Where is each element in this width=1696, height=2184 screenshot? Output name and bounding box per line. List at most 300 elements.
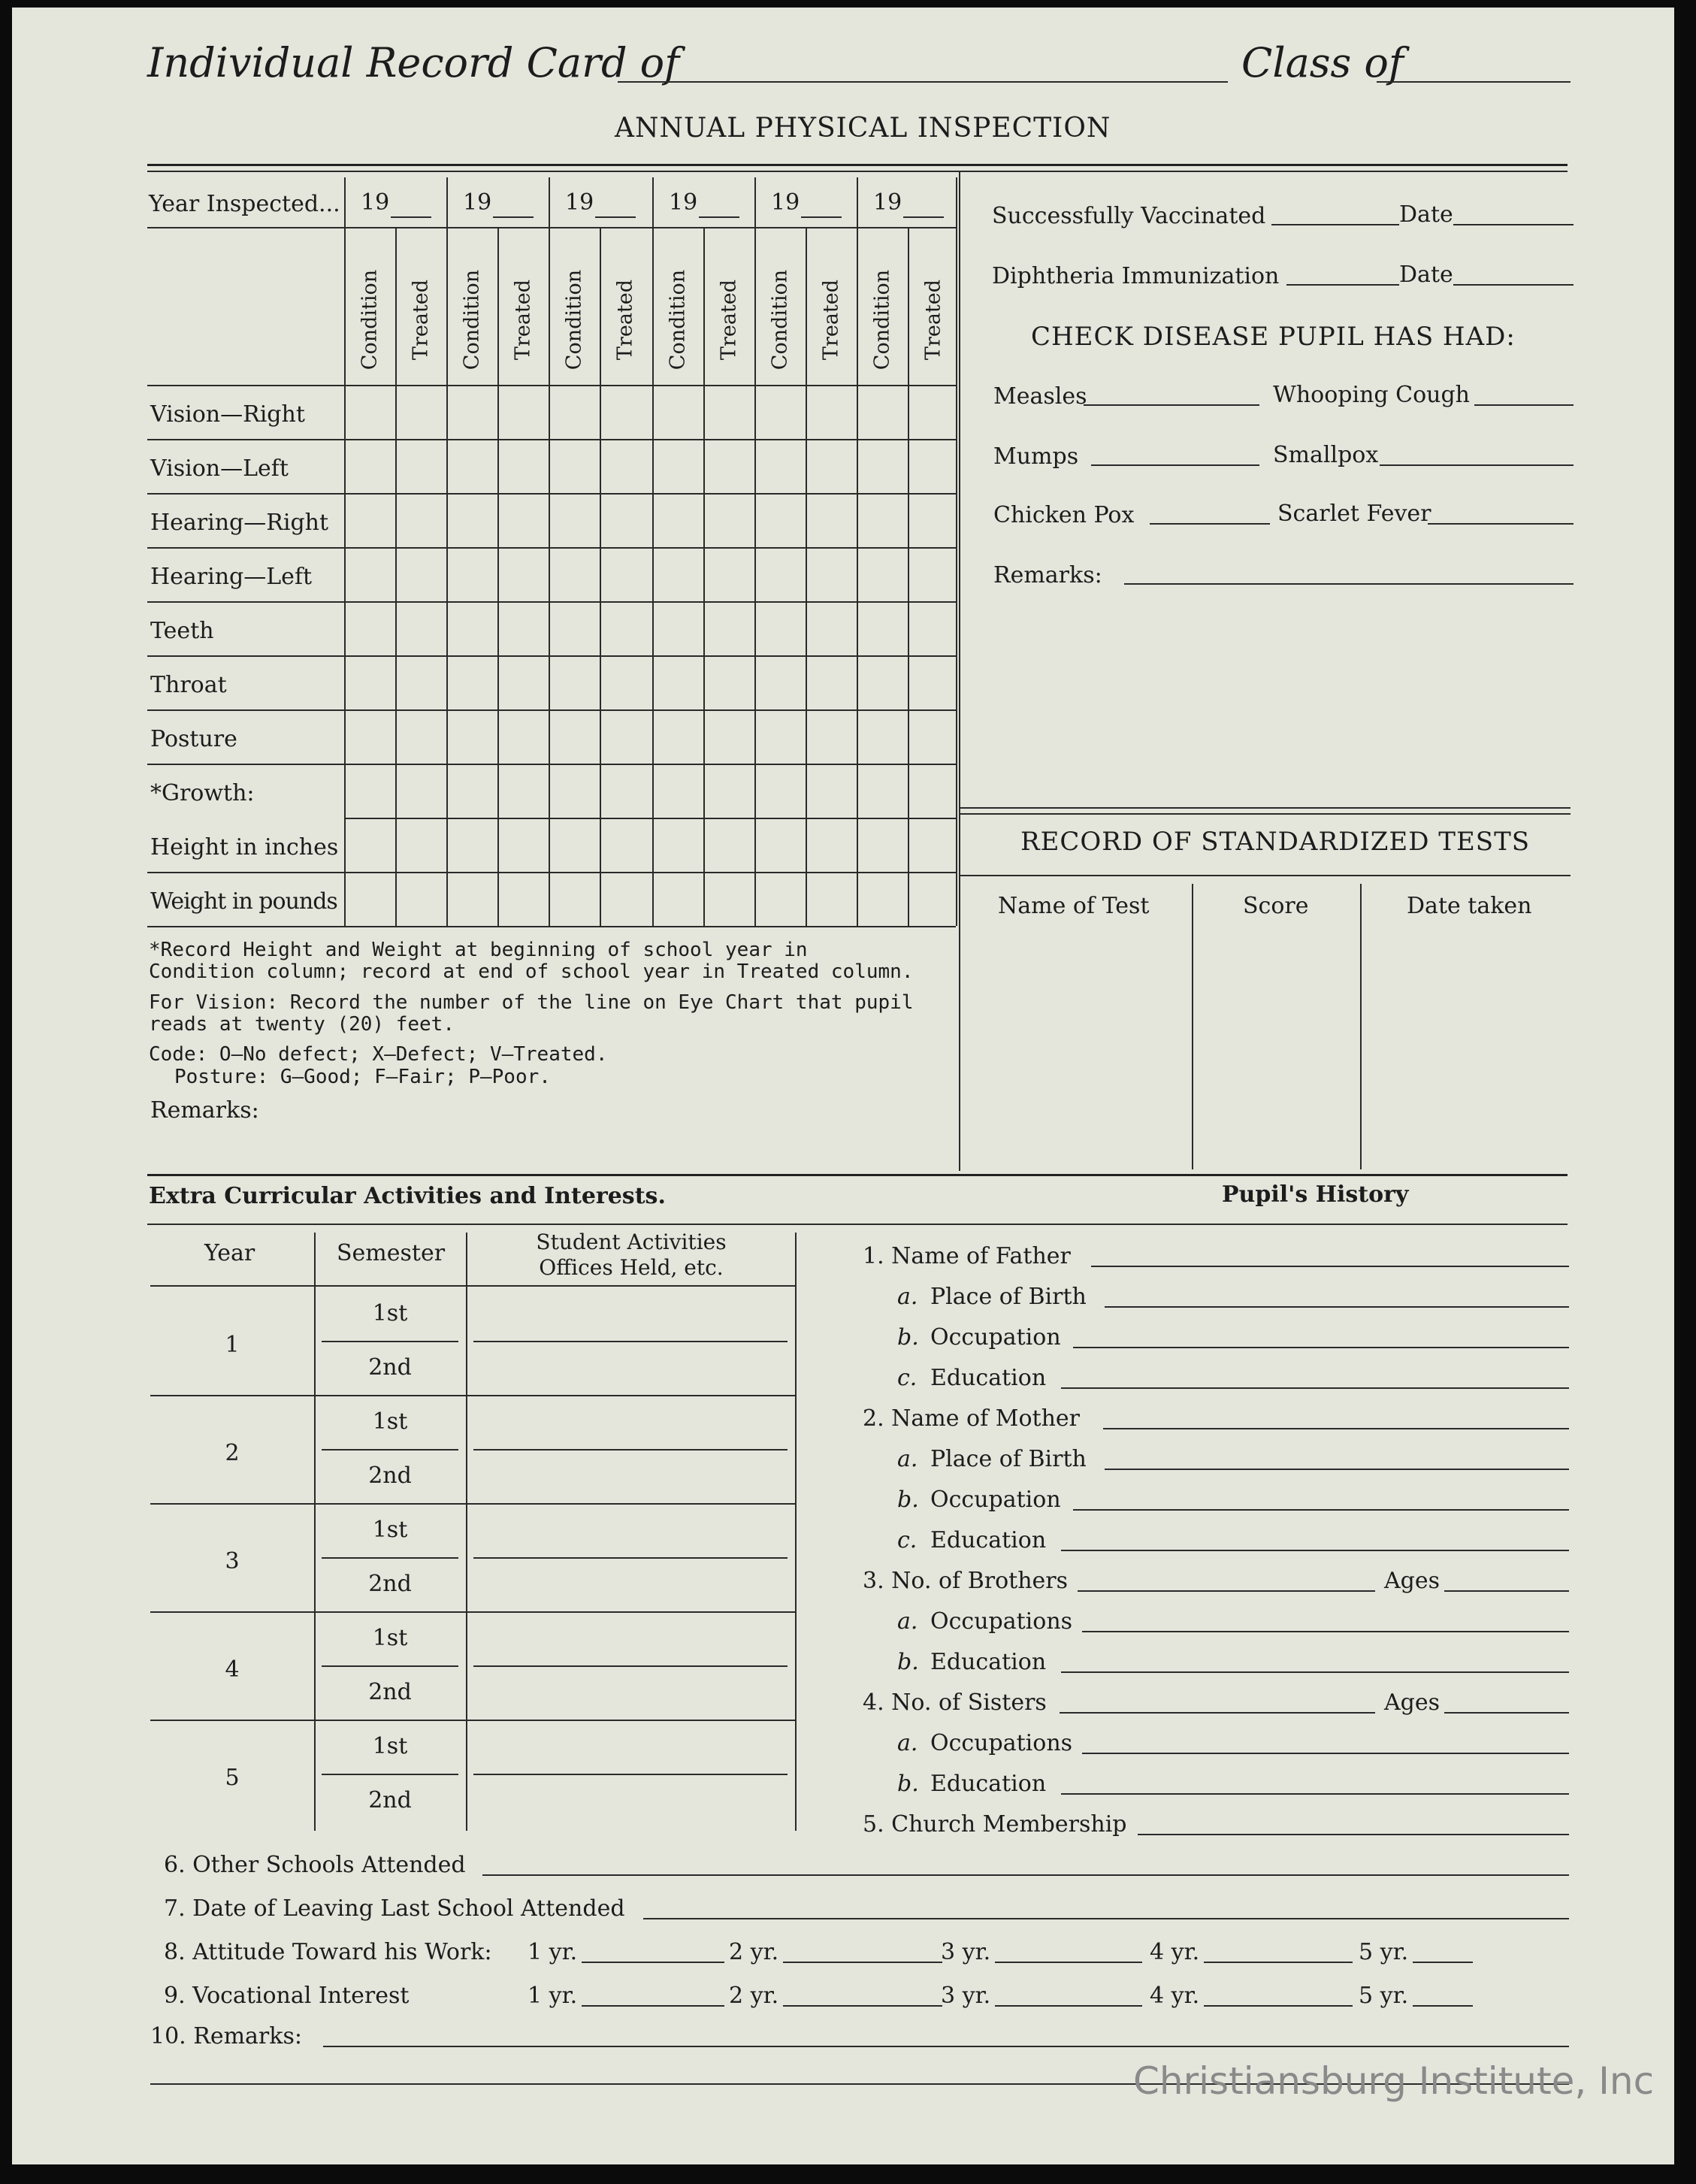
section-title-physical: ANNUAL PHYSICAL INSPECTION bbox=[615, 113, 1111, 144]
inspection-row-label: Hearing—Left bbox=[150, 564, 313, 590]
history-field-blank[interactable] bbox=[1105, 1306, 1569, 1308]
final-remarks-label: 10. Remarks: bbox=[150, 2023, 302, 2049]
inspection-cell[interactable] bbox=[397, 873, 445, 924]
attitude-year-blank[interactable] bbox=[1413, 1962, 1473, 1963]
inspection-cell[interactable] bbox=[807, 873, 855, 924]
inspection-cell[interactable] bbox=[601, 549, 649, 600]
watermark: Christiansburg Institute, Inc bbox=[1133, 2059, 1655, 2103]
history-field-label: Occupation bbox=[930, 1487, 1061, 1513]
inspection-cell[interactable] bbox=[346, 603, 394, 654]
inspection-cell[interactable] bbox=[705, 657, 753, 708]
inspection-cell[interactable] bbox=[909, 873, 957, 924]
diphtheria-blank[interactable] bbox=[1286, 284, 1399, 286]
ages-blank[interactable] bbox=[1444, 1712, 1569, 1714]
inspection-cell[interactable] bbox=[397, 765, 445, 816]
semester-1st: 1st bbox=[372, 1625, 408, 1651]
semester-1st: 1st bbox=[372, 1408, 408, 1435]
vocational-year-label: 5 yr. bbox=[1359, 1983, 1409, 2009]
row-rule bbox=[147, 926, 956, 927]
inspection-cell[interactable] bbox=[550, 873, 598, 924]
attitude-year-blank[interactable] bbox=[783, 1962, 942, 1963]
semester-1st: 1st bbox=[372, 1733, 408, 1759]
inspection-row-label: *Growth: bbox=[150, 780, 255, 806]
diphtheria-date-label: Date bbox=[1399, 262, 1453, 288]
immunization-remarks-blank[interactable] bbox=[1124, 583, 1574, 585]
date-leaving-blank[interactable] bbox=[643, 1918, 1569, 1919]
inspection-cell[interactable] bbox=[909, 386, 957, 437]
inspection-cell[interactable] bbox=[448, 873, 496, 924]
year-inspected-label: Year Inspected... bbox=[149, 191, 340, 217]
diphtheria-label: Diphtheria Immunization bbox=[992, 263, 1280, 289]
inspection-remarks-label: Remarks: bbox=[150, 1097, 259, 1124]
semester-2nd: 2nd bbox=[368, 1787, 412, 1813]
attitude-year-label: 2 yr. bbox=[729, 1939, 779, 1965]
condition-header: Condition bbox=[870, 269, 894, 371]
year-rule bbox=[150, 1611, 795, 1613]
inspection-cell[interactable] bbox=[654, 765, 702, 816]
code-note: Code: O—No defect; X—Defect; V—Treated. bbox=[149, 1043, 608, 1066]
treated-header: Treated bbox=[613, 279, 637, 361]
attitude-year-label: 3 yr. bbox=[941, 1939, 991, 1965]
attitude-year-blank[interactable] bbox=[1204, 1962, 1353, 1963]
year-blank[interactable] bbox=[801, 216, 842, 218]
inspection-cell[interactable] bbox=[346, 873, 394, 924]
activity-entry-1st[interactable] bbox=[469, 1506, 792, 1554]
inspection-cell[interactable] bbox=[858, 603, 906, 654]
inspection-cell[interactable] bbox=[601, 657, 649, 708]
growth-note: *Record Height and Weight at beginning of school year in Condition column; record at end of school year in Treated column. bbox=[149, 939, 914, 983]
class-blank[interactable] bbox=[1377, 81, 1571, 83]
inspection-cell[interactable] bbox=[756, 386, 804, 437]
tests-rule-head bbox=[960, 875, 1571, 876]
inspection-cell[interactable] bbox=[550, 765, 598, 816]
inspection-cell[interactable] bbox=[601, 819, 649, 870]
inspection-cell[interactable] bbox=[499, 819, 547, 870]
semester-rule bbox=[322, 1774, 458, 1775]
semester-rule bbox=[322, 1449, 458, 1450]
inspection-cell[interactable] bbox=[858, 657, 906, 708]
history-field-label: Education bbox=[930, 1771, 1047, 1797]
year-rule bbox=[150, 1720, 795, 1721]
smallpox-label: Smallpox bbox=[1273, 442, 1379, 468]
inspection-cell[interactable] bbox=[756, 819, 804, 870]
vocational-label: 9. Vocational Interest bbox=[164, 1983, 410, 2009]
inspection-cell[interactable] bbox=[397, 657, 445, 708]
chickenpox-label: Chicken Pox bbox=[993, 502, 1135, 528]
activities-year: 3 bbox=[225, 1548, 240, 1574]
semester-1st: 1st bbox=[372, 1300, 408, 1326]
vocational-year-blank[interactable] bbox=[582, 2005, 724, 2007]
activities-divider bbox=[466, 1233, 467, 1831]
activity-entry-1st[interactable] bbox=[469, 1290, 792, 1338]
inspection-cell[interactable] bbox=[448, 603, 496, 654]
history-field-blank[interactable] bbox=[1091, 1266, 1569, 1267]
history-field-blank[interactable] bbox=[1061, 1793, 1569, 1795]
history-field-blank[interactable] bbox=[1103, 1428, 1569, 1429]
inspection-row-label: Vision—Right bbox=[150, 401, 305, 428]
inspection-cell[interactable] bbox=[397, 440, 445, 492]
inspection-cell[interactable] bbox=[705, 495, 753, 546]
semester-2nd: 2nd bbox=[368, 1463, 412, 1489]
history-field-label: 2. Name of Mother bbox=[863, 1405, 1080, 1432]
ages-label: Ages bbox=[1384, 1568, 1441, 1594]
vocational-year-blank[interactable] bbox=[783, 2005, 942, 2007]
inspection-cell[interactable] bbox=[346, 765, 394, 816]
inspection-cell[interactable] bbox=[807, 711, 855, 762]
inspection-cell[interactable] bbox=[397, 495, 445, 546]
year-19-label: 19 bbox=[669, 189, 698, 216]
inspection-cell[interactable] bbox=[397, 549, 445, 600]
year-19-label: 19 bbox=[873, 189, 902, 216]
inspection-cell[interactable] bbox=[601, 440, 649, 492]
inspection-cell[interactable] bbox=[756, 765, 804, 816]
year-19-label: 19 bbox=[771, 189, 800, 216]
ages-label: Ages bbox=[1384, 1689, 1441, 1716]
inspection-cell[interactable] bbox=[499, 873, 547, 924]
history-field-label: Education bbox=[930, 1649, 1047, 1675]
treated-header: Treated bbox=[511, 279, 535, 361]
inspection-cell[interactable] bbox=[397, 603, 445, 654]
tests-col-divider-2 bbox=[1360, 884, 1362, 1169]
inspection-cell[interactable] bbox=[705, 603, 753, 654]
inspection-cell[interactable] bbox=[601, 873, 649, 924]
attitude-year-blank[interactable] bbox=[582, 1962, 724, 1963]
activity-entry-2nd[interactable] bbox=[469, 1560, 792, 1608]
semester-rule bbox=[322, 1665, 458, 1667]
inspection-cell[interactable] bbox=[550, 386, 598, 437]
vaccinated-date-label: Date bbox=[1399, 201, 1453, 228]
posture-note: Posture: G—Good; F—Fair; P—Poor. bbox=[174, 1066, 551, 1088]
history-letter: a. bbox=[897, 1730, 918, 1756]
top-rule-2 bbox=[147, 171, 1568, 172]
history-letter: b. bbox=[897, 1487, 919, 1513]
inspection-cell[interactable] bbox=[397, 711, 445, 762]
activities-col-semester: Semester bbox=[337, 1240, 446, 1266]
inspection-cell[interactable] bbox=[705, 873, 753, 924]
activity-line[interactable] bbox=[473, 1341, 788, 1342]
inspection-cell[interactable] bbox=[499, 549, 547, 600]
inspection-cell[interactable] bbox=[499, 386, 547, 437]
inspection-cell[interactable] bbox=[807, 495, 855, 546]
history-field-blank[interactable] bbox=[1073, 1347, 1569, 1348]
history-letter: a. bbox=[897, 1608, 918, 1635]
inspection-row-label: Vision—Left bbox=[150, 455, 289, 482]
inspection-cell[interactable] bbox=[601, 765, 649, 816]
inspection-cell[interactable] bbox=[909, 440, 957, 492]
attitude-year-label: 4 yr. bbox=[1150, 1939, 1200, 1965]
inspection-cell[interactable] bbox=[654, 386, 702, 437]
year-row-rule bbox=[147, 227, 956, 228]
condition-header: Condition bbox=[358, 269, 382, 371]
inspection-cell[interactable] bbox=[601, 386, 649, 437]
date-leaving-label: 7. Date of Leaving Last School Attended bbox=[164, 1895, 625, 1922]
ages-blank[interactable] bbox=[1444, 1590, 1569, 1592]
measles-label: Measles bbox=[993, 383, 1087, 410]
inspection-cell[interactable] bbox=[858, 819, 906, 870]
history-field-blank[interactable] bbox=[1105, 1469, 1569, 1470]
vocational-year-blank[interactable] bbox=[1413, 2005, 1473, 2007]
activities-year: 4 bbox=[225, 1656, 240, 1683]
inspection-cell[interactable] bbox=[499, 495, 547, 546]
activity-line[interactable] bbox=[473, 1557, 788, 1559]
mumps-label: Mumps bbox=[993, 443, 1079, 470]
vocational-year-blank[interactable] bbox=[995, 2005, 1142, 2007]
activity-entry-1st[interactable] bbox=[469, 1723, 792, 1771]
inspection-cell[interactable] bbox=[499, 440, 547, 492]
year-divider bbox=[344, 177, 346, 227]
history-letter: b. bbox=[897, 1771, 919, 1797]
scarlet-blank[interactable] bbox=[1428, 523, 1574, 525]
inspection-cell[interactable] bbox=[550, 495, 598, 546]
inspection-cell[interactable] bbox=[448, 549, 496, 600]
inspection-cell[interactable] bbox=[807, 765, 855, 816]
year-divider bbox=[446, 177, 448, 227]
inspection-cell[interactable] bbox=[756, 495, 804, 546]
inspection-cell[interactable] bbox=[807, 819, 855, 870]
history-letter: b. bbox=[897, 1649, 919, 1675]
inspection-cell[interactable] bbox=[448, 711, 496, 762]
inspection-cell[interactable] bbox=[448, 819, 496, 870]
history-field-blank[interactable] bbox=[1082, 1753, 1569, 1754]
activity-line[interactable] bbox=[473, 1665, 788, 1667]
inspection-cell[interactable] bbox=[909, 603, 957, 654]
inspection-cell[interactable] bbox=[448, 440, 496, 492]
history-field-label: Education bbox=[930, 1365, 1047, 1391]
inspection-cell[interactable] bbox=[705, 440, 753, 492]
inspection-cell[interactable] bbox=[654, 873, 702, 924]
inspection-cell[interactable] bbox=[550, 711, 598, 762]
activity-entry-1st[interactable] bbox=[469, 1614, 792, 1662]
tests-col-divider-1 bbox=[1192, 884, 1193, 1169]
year-rule bbox=[150, 1503, 795, 1505]
inspection-cell[interactable] bbox=[550, 549, 598, 600]
inspection-cell[interactable] bbox=[448, 657, 496, 708]
history-field-label: Occupations bbox=[930, 1730, 1073, 1756]
history-field-label: Occupation bbox=[930, 1324, 1061, 1351]
inspection-cell[interactable] bbox=[807, 386, 855, 437]
vocational-year-label: 1 yr. bbox=[528, 1983, 578, 2009]
other-schools-label: 6. Other Schools Attended bbox=[164, 1852, 466, 1878]
history-field-blank[interactable] bbox=[1073, 1509, 1569, 1511]
history-letter: c. bbox=[897, 1527, 918, 1553]
activities-year: 1 bbox=[225, 1332, 240, 1358]
inspection-cell[interactable] bbox=[499, 657, 547, 708]
inspection-row-label: Height in inches bbox=[150, 834, 339, 861]
whooping-label: Whooping Cough bbox=[1273, 382, 1471, 408]
inspection-cell[interactable] bbox=[654, 819, 702, 870]
inspection-cell[interactable] bbox=[705, 711, 753, 762]
inspection-cell[interactable] bbox=[448, 386, 496, 437]
immunization-remarks-label: Remarks: bbox=[993, 562, 1102, 588]
inspection-cell[interactable] bbox=[654, 603, 702, 654]
inspection-cell[interactable] bbox=[756, 711, 804, 762]
year-19-label: 19 bbox=[463, 189, 492, 216]
inspection-cell[interactable] bbox=[756, 603, 804, 654]
year-blank[interactable] bbox=[699, 216, 739, 218]
inspection-cell[interactable] bbox=[601, 495, 649, 546]
treated-header: Treated bbox=[921, 279, 945, 361]
inspection-cell[interactable] bbox=[705, 549, 753, 600]
history-field-blank[interactable] bbox=[1061, 1387, 1569, 1389]
inspection-cell[interactable] bbox=[858, 549, 906, 600]
inspection-cell[interactable] bbox=[550, 603, 598, 654]
inspection-cell[interactable] bbox=[346, 819, 394, 870]
inspection-cell[interactable] bbox=[448, 495, 496, 546]
activities-year: 2 bbox=[225, 1440, 240, 1466]
class-label: Class of bbox=[1241, 39, 1404, 86]
vaccinated-date-blank[interactable] bbox=[1453, 224, 1574, 225]
smallpox-blank[interactable] bbox=[1380, 464, 1574, 466]
other-schools-blank[interactable] bbox=[482, 1874, 1569, 1876]
inspection-cell[interactable] bbox=[346, 711, 394, 762]
year-divider bbox=[652, 177, 654, 227]
inspection-cell[interactable] bbox=[499, 711, 547, 762]
inspection-cell[interactable] bbox=[705, 819, 753, 870]
history-field-label: Occupations bbox=[930, 1608, 1073, 1635]
year-rule bbox=[150, 1395, 795, 1396]
history-field-blank[interactable] bbox=[1061, 1671, 1569, 1673]
inspection-cell[interactable] bbox=[499, 603, 547, 654]
inspection-cell[interactable] bbox=[807, 549, 855, 600]
history-letter: b. bbox=[897, 1324, 919, 1351]
tests-col-name: Name of Test bbox=[998, 893, 1150, 919]
inspection-cell[interactable] bbox=[909, 657, 957, 708]
check-disease-title: CHECK DISEASE PUPIL HAS HAD: bbox=[1031, 322, 1516, 352]
activities-divider bbox=[795, 1233, 797, 1831]
treated-header: Treated bbox=[819, 279, 843, 361]
mumps-blank[interactable] bbox=[1091, 464, 1259, 466]
attitude-year-blank[interactable] bbox=[995, 1962, 1142, 1963]
semester-rule bbox=[322, 1557, 458, 1559]
activity-line[interactable] bbox=[473, 1774, 788, 1775]
vocational-year-blank[interactable] bbox=[1204, 2005, 1353, 2007]
year-blank[interactable] bbox=[493, 216, 534, 218]
history-field-blank[interactable] bbox=[1078, 1590, 1375, 1592]
year-blank[interactable] bbox=[903, 216, 944, 218]
inspection-cell[interactable] bbox=[756, 549, 804, 600]
inspection-cell[interactable] bbox=[909, 495, 957, 546]
inspection-cell[interactable] bbox=[909, 765, 957, 816]
inspection-cell[interactable] bbox=[654, 440, 702, 492]
inspection-cell[interactable] bbox=[705, 765, 753, 816]
inspection-cell[interactable] bbox=[601, 711, 649, 762]
condition-header: Condition bbox=[768, 269, 792, 371]
inspection-cell[interactable] bbox=[858, 765, 906, 816]
vocational-year-label: 3 yr. bbox=[941, 1983, 991, 2009]
vaccinated-label: Successfully Vaccinated bbox=[992, 203, 1266, 229]
diphtheria-date-blank[interactable] bbox=[1453, 284, 1574, 286]
inspection-cell[interactable] bbox=[654, 495, 702, 546]
inspection-cell[interactable] bbox=[756, 657, 804, 708]
treated-header: Treated bbox=[717, 279, 741, 361]
activities-header-rule bbox=[150, 1285, 795, 1287]
inspection-cell[interactable] bbox=[346, 440, 394, 492]
name-blank[interactable] bbox=[618, 81, 1228, 83]
activity-entry-2nd[interactable] bbox=[469, 1668, 792, 1717]
vaccinated-blank[interactable] bbox=[1271, 224, 1399, 225]
inspection-cell[interactable] bbox=[346, 386, 394, 437]
inspection-cell[interactable] bbox=[499, 765, 547, 816]
inspection-cell[interactable] bbox=[858, 386, 906, 437]
inspection-cell[interactable] bbox=[346, 549, 394, 600]
condition-header: Condition bbox=[460, 269, 484, 371]
inspection-cell[interactable] bbox=[654, 549, 702, 600]
vocational-year-label: 2 yr. bbox=[729, 1983, 779, 2009]
inspection-cell[interactable] bbox=[448, 765, 496, 816]
treated-header: Treated bbox=[409, 279, 433, 361]
activity-line[interactable] bbox=[473, 1449, 788, 1450]
history-field-blank[interactable] bbox=[1138, 1834, 1569, 1835]
year-divider bbox=[956, 177, 957, 227]
activity-entry-2nd[interactable] bbox=[469, 1344, 792, 1392]
inspection-cell[interactable] bbox=[858, 495, 906, 546]
year-19-label: 19 bbox=[565, 189, 594, 216]
tests-col-score: Score bbox=[1243, 893, 1309, 919]
year-divider bbox=[857, 177, 858, 227]
inspection-cell[interactable] bbox=[550, 440, 598, 492]
history-title: Pupil's History bbox=[1222, 1181, 1409, 1208]
activity-entry-1st[interactable] bbox=[469, 1398, 792, 1446]
inspection-cell[interactable] bbox=[601, 603, 649, 654]
inspection-cell[interactable] bbox=[909, 549, 957, 600]
inspection-cell[interactable] bbox=[858, 873, 906, 924]
inspection-row-label: Teeth bbox=[150, 618, 214, 644]
measles-blank[interactable] bbox=[1084, 404, 1259, 406]
year-divider bbox=[549, 177, 550, 227]
inspection-cell[interactable] bbox=[397, 386, 445, 437]
inspection-cell[interactable] bbox=[550, 819, 598, 870]
inspection-cell[interactable] bbox=[397, 819, 445, 870]
inspection-cell[interactable] bbox=[909, 819, 957, 870]
history-field-blank[interactable] bbox=[1082, 1631, 1569, 1632]
inspection-cell[interactable] bbox=[346, 657, 394, 708]
activity-entry-2nd[interactable] bbox=[469, 1777, 792, 1825]
scarlet-label: Scarlet Fever bbox=[1277, 501, 1431, 527]
history-field-blank[interactable] bbox=[1060, 1712, 1375, 1714]
semester-1st: 1st bbox=[372, 1517, 408, 1543]
whooping-blank[interactable] bbox=[1474, 404, 1574, 406]
inspection-cell[interactable] bbox=[858, 711, 906, 762]
history-field-label: 5. Church Membership bbox=[863, 1811, 1127, 1838]
year-blank[interactable] bbox=[595, 216, 636, 218]
inspection-cell[interactable] bbox=[550, 657, 598, 708]
inspection-cell[interactable] bbox=[756, 873, 804, 924]
inspection-cell[interactable] bbox=[858, 440, 906, 492]
center-divider bbox=[959, 171, 960, 1171]
inspection-cell[interactable] bbox=[654, 657, 702, 708]
semester-2nd: 2nd bbox=[368, 1354, 412, 1381]
inspection-cell[interactable] bbox=[654, 711, 702, 762]
history-field-blank[interactable] bbox=[1061, 1550, 1569, 1551]
activities-year: 5 bbox=[225, 1765, 240, 1791]
final-remarks-blank[interactable] bbox=[323, 2046, 1569, 2047]
inspection-cell[interactable] bbox=[346, 495, 394, 546]
year-blank[interactable] bbox=[391, 216, 431, 218]
history-letter: c. bbox=[897, 1365, 918, 1391]
inspection-cell[interactable] bbox=[807, 603, 855, 654]
inspection-cell[interactable] bbox=[756, 440, 804, 492]
card-title: Individual Record Card of bbox=[147, 39, 680, 86]
mid-rule bbox=[147, 1174, 1568, 1176]
history-field-label: Place of Birth bbox=[930, 1446, 1087, 1472]
inspection-cell[interactable] bbox=[705, 386, 753, 437]
inspection-cell[interactable] bbox=[807, 657, 855, 708]
activity-entry-2nd[interactable] bbox=[469, 1452, 792, 1500]
inspection-cell[interactable] bbox=[807, 440, 855, 492]
chickenpox-blank[interactable] bbox=[1150, 523, 1270, 525]
inspection-cell[interactable] bbox=[909, 711, 957, 762]
history-letter: a. bbox=[897, 1284, 918, 1310]
